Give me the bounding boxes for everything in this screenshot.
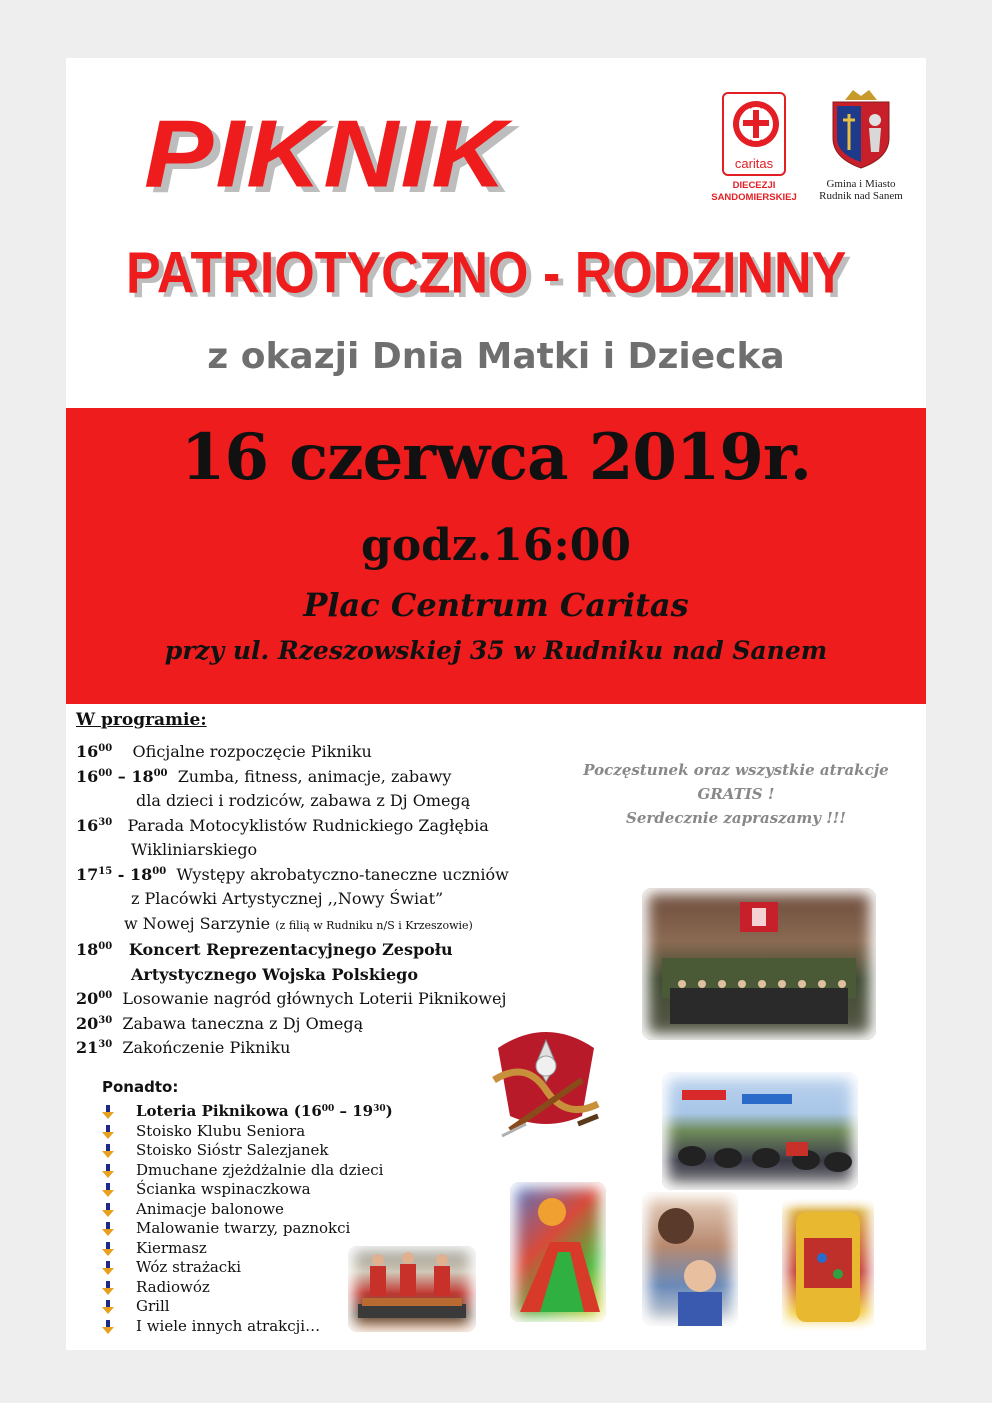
arrow-down-bullet-icon xyxy=(102,1242,114,1256)
event-banner xyxy=(66,408,926,704)
military-horn-emblem-icon xyxy=(486,1020,606,1148)
climbing-wall-photo xyxy=(782,1198,874,1332)
gmina-logo xyxy=(811,86,911,202)
program-item: $16^{00}$ Oficjalne rozpoczęcie Pikniku xyxy=(76,742,372,761)
extras-item: Wóz strażacki xyxy=(102,1258,393,1278)
extras-item: Stoisko Klubu Seniora xyxy=(102,1122,393,1142)
extras-item: Grill xyxy=(102,1297,393,1317)
arrow-down-bullet-icon xyxy=(102,1144,114,1158)
extras-item: Dmuchane zjeżdżalnie dla dzieci xyxy=(102,1161,393,1181)
caritas-diocese-line1: DIECEZJI xyxy=(732,180,776,191)
grill-photo-image xyxy=(348,1246,476,1332)
arrow-down-bullet-icon xyxy=(102,1261,114,1275)
arrow-down-bullet-icon xyxy=(102,1222,114,1236)
extras-item: Stoisko Sióstr Salezjanek xyxy=(102,1141,393,1161)
event-date: 16 czerwca 2019r. xyxy=(180,420,812,495)
coat-of-arms-icon xyxy=(825,86,897,170)
event-place: Plac Centrum Caritas xyxy=(303,586,689,624)
arrow-down-bullet-icon xyxy=(102,1281,114,1295)
extras-item: Malowanie twarzy, paznokci xyxy=(102,1219,393,1239)
extras-item: I wiele innych atrakcji… xyxy=(102,1317,393,1337)
extras-heading: Ponadto: xyxy=(102,1078,179,1096)
caritas-cross-icon xyxy=(730,98,782,154)
caritas-logo xyxy=(706,92,802,204)
arrow-down-bullet-icon xyxy=(102,1300,114,1314)
program-item: $20^{00}$ Losowanie nagród głównych Loterii Piknikowej xyxy=(76,989,507,1008)
inflatable-slide-photo xyxy=(510,1182,606,1322)
event-time: godz.16:00 xyxy=(361,520,631,571)
program-item: $17^{15} - 18^{00}$ Występy akrobatyczno-taneczne uczniów xyxy=(76,864,509,884)
choir-photo xyxy=(642,888,876,1040)
grill-photo xyxy=(348,1246,476,1332)
climbing-wall-photo-image xyxy=(782,1198,874,1332)
program-item: $21^{30}$ Zakończenie Pikniku xyxy=(76,1038,291,1057)
program-item-cont: z Placówki Artystycznej ,,Nowy Świat” xyxy=(131,889,444,908)
gmina-name-line1: Gmina i Miasto xyxy=(826,178,896,190)
caritas-diocese-line2: SANDOMIERSKIEJ xyxy=(711,192,797,203)
motorcycles-photo-image xyxy=(662,1072,858,1190)
extras-item: Animacje balonowe xyxy=(102,1200,393,1220)
caritas-emblem xyxy=(722,92,786,176)
poster xyxy=(66,58,926,1350)
arrow-down-bullet-icon xyxy=(102,1183,114,1197)
extras-item: Radiowóz xyxy=(102,1278,393,1298)
caritas-wordmark: caritas xyxy=(734,156,774,171)
program-heading: W programie: xyxy=(76,710,207,730)
occasion-text: z okazji Dnia Matki i Dziecka xyxy=(207,336,785,377)
arrow-down-bullet-icon xyxy=(102,1125,114,1139)
extras-item: Ścianka wspinaczkowa xyxy=(102,1180,393,1200)
program-item-cont: Wikliniarskiego xyxy=(131,840,258,859)
arrow-down-bullet-icon xyxy=(102,1320,114,1334)
event-address: przy ul. Rzeszowskiej 35 w Rudniku nad Sanem xyxy=(164,636,828,665)
free-notice-line1: Poczęstunek oraz wszystkie atrakcje xyxy=(583,761,889,779)
free-notice-line3: Serdecznie zapraszamy !!! xyxy=(626,809,846,827)
arrow-down-bullet-icon xyxy=(102,1203,114,1217)
gmina-name-line2: Rudnik nad Sanem xyxy=(819,190,903,202)
face-painting-photo-image xyxy=(642,1192,738,1326)
motorcycles-photo xyxy=(662,1072,858,1190)
arrow-down-bullet-icon xyxy=(102,1164,114,1178)
program-item-cont: dla dzieci i rodziców, zabawa z Dj Omegą xyxy=(136,791,471,810)
program-item-cont: Artystycznego Wojska Polskiego xyxy=(131,964,419,984)
inflatable-slide-photo-image xyxy=(510,1182,606,1322)
poster-title: PIKNIK xyxy=(144,100,509,208)
extras-item: Kiermasz xyxy=(102,1239,393,1259)
program-item: $18^{00}$ Koncert Reprezentacyjnego Zespołu xyxy=(76,940,453,959)
poster-subtitle: PATRIOTYCZNO - RODZINNY xyxy=(126,241,847,307)
extras-item: Loteria Piknikowa $(16^{00} - 19^{30})$ xyxy=(102,1102,393,1122)
program-list xyxy=(76,740,596,1061)
face-painting-photo xyxy=(642,1192,738,1326)
program-item: $16^{30}$ Parada Motocyklistów Rudnickiego Zagłębia xyxy=(76,815,489,835)
choir-photo-image xyxy=(642,888,876,1040)
free-notice-line2: GRATIS ! xyxy=(697,785,775,803)
program-item: $20^{30}$ Zabawa taneczna z Dj Omegą xyxy=(76,1013,364,1033)
arrow-down-bullet-icon xyxy=(102,1105,114,1119)
program-item-cont: w Nowej Sarzynie (z filią w Rudniku n/S i Krzeszowie) xyxy=(124,913,473,933)
program-item: $16^{00} - 18^{00}$ Zumba, fitness, animacje, zabawy xyxy=(76,766,452,786)
free-notice xyxy=(566,758,906,830)
